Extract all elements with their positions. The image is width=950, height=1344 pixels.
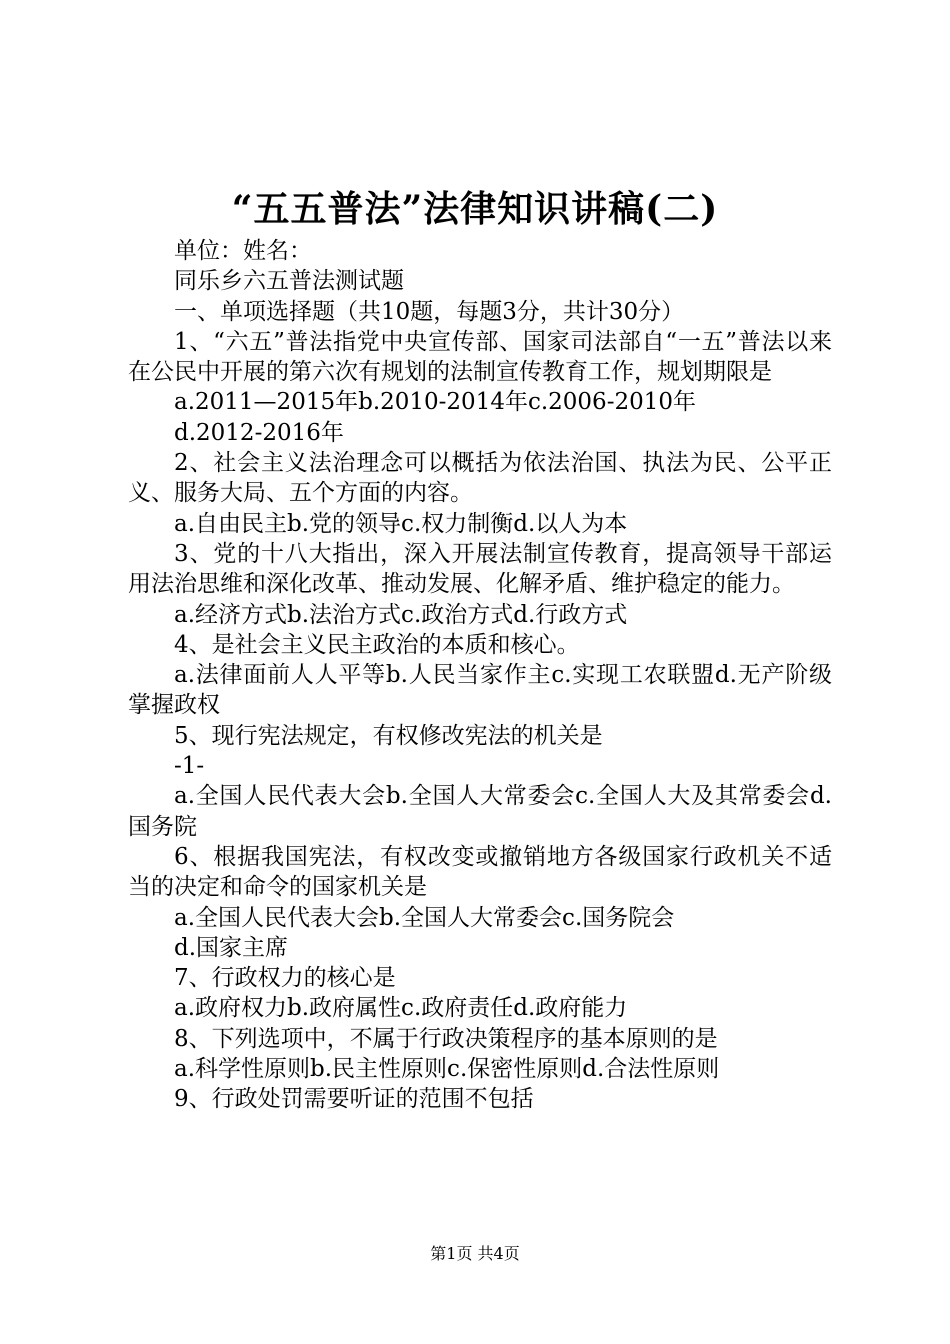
- options-paragraph: a.全国人民代表大会b.全国人大常委会c.全国人大及其常委会d.国务院: [128, 783, 832, 840]
- options-paragraph: a.经济方式b.法治方式c.政治方式d.行政方式: [174, 601, 628, 628]
- paragraph: 一、单项选择题（共10题，每题3分，共计30分）: [174, 298, 685, 325]
- document-title: “五五普法”法律知识讲稿(二): [231, 188, 719, 230]
- options-paragraph: a.法律面前人人平等b.人民当家作主c.实现工农联盟d.无产阶级掌握政权: [128, 662, 832, 719]
- question-paragraph: 6、根据我国宪法，有权改变或撤销地方各级国家行政机关不适当的决定和命令的国家机关是: [128, 843, 832, 901]
- question-paragraph: 8、下列选项中，不属于行政决策程序的基本原则的是: [174, 1025, 718, 1052]
- question-paragraph: 1、“六五”普法指党中央宣传部、国家司法部自“一五”普法以来在公民中开展的第六次有规划的法制宣传教育工作，规划期限是: [128, 328, 832, 386]
- options-paragraph: a.自由民主b.党的领导c.权力制衡d.以人为本: [174, 510, 628, 537]
- options-paragraph: a.2011—2015年b.2010-2014年c.2006-2010年: [174, 389, 696, 416]
- question-paragraph: 4、是社会主义民主政治的本质和核心。: [174, 631, 580, 658]
- options-paragraph: a.全国人民代表大会b.全国人大常委会c.国务院会: [174, 904, 675, 931]
- inline-page-number: -1-: [174, 753, 205, 780]
- paragraph: 同乐乡六五普法测试题: [174, 268, 404, 295]
- question-paragraph: 2、社会主义法治理念可以概括为依法治国、执法为民、公平正义、服务大局、五个方面的内容。: [128, 450, 832, 507]
- question-paragraph: 3、党的十八大指出，深入开展法制宣传教育，提高领导干部运用法治思维和深化改革、推动发展、化解矛盾、维护稳定的能力。: [128, 540, 832, 598]
- options-paragraph: a.政府权力b.政府属性c.政府责任d.政府能力: [174, 995, 628, 1022]
- options-paragraph: d.2012-2016年: [174, 419, 344, 446]
- page-footer: 第1页 共4页: [430, 1244, 520, 1263]
- document-body: [128, 236, 832, 1115]
- options-paragraph: a.科学性原则b.民主性原则c.保密性原则d.合法性原则: [174, 1056, 720, 1083]
- paragraph: 单位：姓名：: [174, 238, 312, 264]
- question-paragraph: 7、行政权力的核心是: [174, 965, 396, 992]
- question-paragraph: 9、行政处罚需要听证的范围不包括: [174, 1086, 534, 1113]
- question-paragraph: 5、现行宪法规定，有权修改宪法的机关是: [174, 722, 603, 749]
- options-paragraph: d.国家主席: [174, 934, 289, 961]
